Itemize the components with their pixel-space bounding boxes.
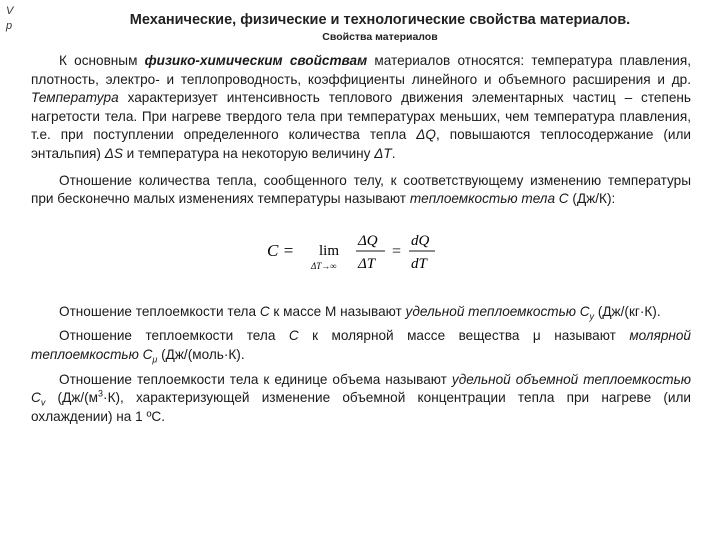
formula-denominator-2: dT	[411, 255, 427, 272]
heat-capacity-formula	[31, 213, 691, 303]
corner-letter-v: V	[6, 5, 14, 17]
document-body	[31, 52, 691, 426]
paragraph-volumetric-heat	[31, 371, 691, 427]
text: (Дж/(моль·К).	[157, 346, 245, 362]
paragraph-specific-heat	[31, 303, 691, 322]
text: .	[391, 145, 396, 161]
page-subtitle: Свойства материалов	[322, 31, 438, 43]
subscript: v	[40, 397, 46, 408]
term-volumetric-heat: удельной объемной теплоемкостью С	[31, 371, 691, 406]
formula-equals: =	[392, 242, 402, 260]
page-corner-marker	[6, 4, 13, 34]
formula-graphic	[261, 223, 461, 293]
text: (Дж/(м	[45, 390, 99, 406]
term-specific-heat: удельной теплоемкостью С	[405, 303, 590, 319]
text: к массе М называют	[269, 303, 406, 319]
subscript: μ	[152, 354, 158, 365]
text: К основным	[59, 53, 145, 68]
formula-lim-subscript: ΔT→∞	[311, 260, 337, 271]
text: Отношение теплоемкости тела к единице объема называют	[59, 371, 452, 387]
formula-denominator-1: ΔT	[358, 255, 376, 272]
formula-lim: lim	[319, 242, 340, 259]
subscript: у	[589, 311, 595, 322]
text: к молярной массе вещества μ называют	[298, 328, 630, 344]
text: (Дж/(кг·К).	[594, 303, 661, 319]
page-title: Механические, физические и технологические свойства материалов.	[129, 12, 631, 28]
text: , повышаются теплосодержание (или энтальпия)	[31, 127, 692, 161]
symbol-delta-t: ΔT	[374, 145, 392, 161]
text: характеризует интенсивность теплового движения элементарных частиц – степень нагретости тела. При нагреве твердого тела при температурах меньших, чем температура плавления, т.е. при поступлении определенного количества тепла	[31, 90, 691, 143]
formula-numerator-2: dQ	[411, 232, 430, 249]
term-physchem-properties: физико-химическим свойствам	[144, 53, 368, 68]
text: (Дж/К):	[568, 191, 616, 207]
formula-lhs: C =	[267, 240, 295, 260]
term-molar-heat: молярной теплоемкостью С	[31, 328, 691, 362]
text: Отношение теплоемкости тела	[59, 303, 260, 319]
text: Отношение количества тепла, сообщенного телу, к соответствующему изменению температуры при бесконечно малых изменениях температуры называют	[31, 172, 691, 207]
text: материалов относятся: температура плавления, плотность, электро- и теплопроводность, коэффициенты линейного и объемного расширения и др.	[31, 53, 691, 87]
text: Отношение теплоемкости тела	[59, 328, 289, 344]
text: ·К), характеризующей изменение объемной концентрации тепла при нагреве (или охлаждении) на 1 ºС.	[31, 390, 691, 424]
formula-numerator-1: ΔQ	[358, 232, 378, 249]
text: и температура на некоторую величину	[122, 145, 375, 161]
paragraph-heat-capacity	[31, 172, 691, 209]
symbol-delta-q: ΔQ	[416, 127, 436, 143]
symbol-delta-s: ΔS	[104, 145, 123, 161]
symbol-c: С	[288, 328, 299, 344]
term-heat-capacity: теплоемкостью тела С	[409, 191, 569, 207]
term-temperature: Температура	[31, 90, 119, 106]
paragraph-properties	[31, 52, 691, 164]
paragraph-molar-heat	[31, 327, 691, 364]
corner-letter-p: p	[6, 20, 13, 32]
symbol-c: С	[259, 303, 270, 319]
superscript: 3	[98, 388, 104, 399]
